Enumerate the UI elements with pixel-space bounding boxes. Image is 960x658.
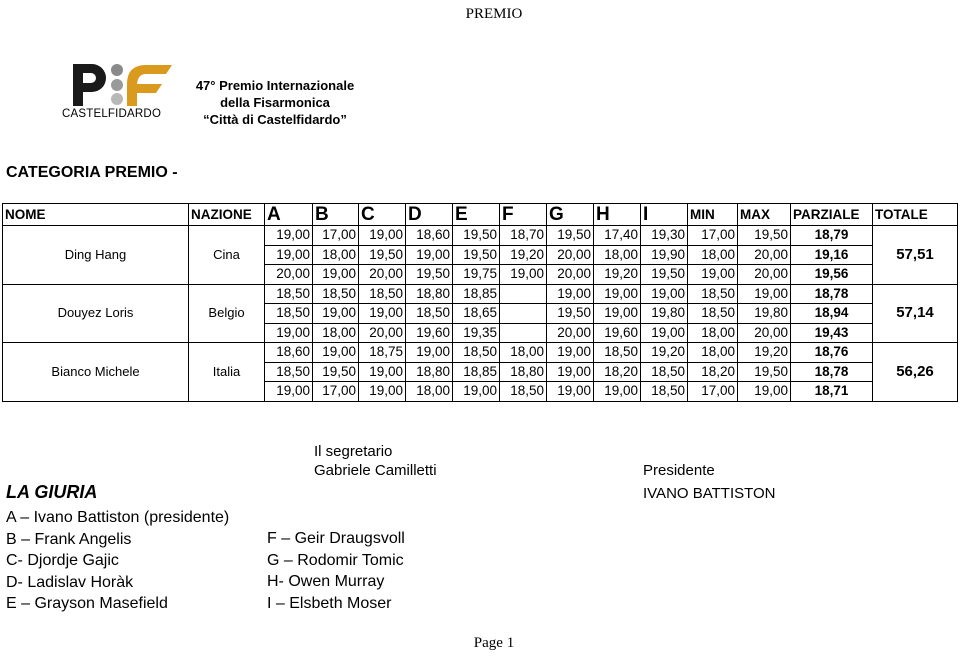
- score-cell: 19,20: [500, 245, 547, 265]
- score-cell: 18,80: [500, 362, 547, 382]
- scores-table: [2, 203, 958, 402]
- score-cell: 19,00: [547, 382, 594, 402]
- score-cell: 18,85: [453, 284, 500, 304]
- score-cell: 19,50: [738, 362, 791, 382]
- score-cell: 19,00: [547, 284, 594, 304]
- partial-score: 19,56: [791, 265, 873, 285]
- total-score: 56,26: [873, 343, 958, 402]
- score-cell: 19,00: [453, 382, 500, 402]
- score-cell: 19,35: [453, 323, 500, 343]
- score-cell: 19,50: [406, 265, 453, 285]
- score-cell: 19,00: [406, 343, 453, 363]
- column-header-g: G: [547, 204, 594, 226]
- category-title: CATEGORIA PREMIO -: [6, 164, 178, 181]
- jury-member: I – Elsbeth Moser: [267, 594, 392, 612]
- score-cell: 19,00: [265, 245, 313, 265]
- score-cell: 18,50: [313, 284, 359, 304]
- score-cell: 19,00: [688, 265, 738, 285]
- column-header-d: D: [406, 204, 453, 226]
- score-cell: 18,00: [594, 245, 641, 265]
- contestant-country: Cina: [189, 226, 265, 285]
- score-cell: 19,50: [547, 226, 594, 246]
- score-cell: 18,50: [265, 284, 313, 304]
- score-cell: 20,00: [359, 265, 406, 285]
- score-cell: 18,00: [688, 245, 738, 265]
- jury-member: B – Frank Angelis: [6, 530, 132, 548]
- contestant-country: Belgio: [189, 284, 265, 343]
- jury-member: A – Ivano Battiston (presidente): [6, 509, 230, 526]
- score-cell: 18,50: [265, 304, 313, 324]
- president-name: IVANO BATTISTON: [643, 485, 776, 502]
- contestant-name: Bianco Michele: [3, 343, 189, 402]
- score-cell: 20,00: [359, 323, 406, 343]
- score-cell: 19,20: [594, 265, 641, 285]
- score-cell: 19,20: [641, 343, 688, 363]
- score-cell: 19,00: [313, 304, 359, 324]
- score-cell: 19,00: [547, 362, 594, 382]
- column-header-max: MAX: [738, 204, 791, 226]
- partial-score: 18,76: [791, 343, 873, 363]
- table-row: [3, 226, 958, 246]
- page-header: PREMIO: [465, 6, 523, 22]
- jury-member: F – Geir Draugsvoll: [267, 530, 405, 547]
- score-cell: 18,00: [313, 323, 359, 343]
- score-cell: 20,00: [265, 265, 313, 285]
- score-cell: 19,00: [594, 284, 641, 304]
- table-row: [3, 343, 958, 363]
- score-cell: 19,00: [313, 343, 359, 363]
- score-cell: 18,20: [688, 362, 738, 382]
- partial-score: 19,16: [791, 245, 873, 265]
- score-cell: 20,00: [738, 323, 791, 343]
- score-cell: 19,00: [738, 382, 791, 402]
- score-cell: 18,85: [453, 362, 500, 382]
- score-cell: 19,00: [641, 284, 688, 304]
- score-cell: 18,70: [500, 226, 547, 246]
- secretary-role: Il segretario: [314, 443, 393, 460]
- jury-title: LA GIURIA: [6, 482, 98, 502]
- score-cell: 19,75: [453, 265, 500, 285]
- score-cell: [500, 304, 547, 324]
- score-cell: 19,50: [738, 226, 791, 246]
- partial-score: 18,94: [791, 304, 873, 324]
- score-cell: 19,50: [547, 304, 594, 324]
- total-score: 57,51: [873, 226, 958, 285]
- score-cell: 18,60: [265, 343, 313, 363]
- score-cell: 19,00: [313, 265, 359, 285]
- score-cell: 20,00: [547, 323, 594, 343]
- score-cell: 18,00: [688, 343, 738, 363]
- score-cell: 19,50: [359, 245, 406, 265]
- president-role: Presidente: [643, 462, 715, 479]
- score-cell: 19,60: [406, 323, 453, 343]
- partial-score: 18,78: [791, 362, 873, 382]
- partial-score: 19,43: [791, 323, 873, 343]
- score-cell: 18,00: [313, 245, 359, 265]
- partial-score: 18,78: [791, 284, 873, 304]
- column-header-a: A: [265, 204, 313, 226]
- score-cell: 19,00: [359, 304, 406, 324]
- score-cell: 18,50: [688, 304, 738, 324]
- score-cell: 17,40: [594, 226, 641, 246]
- score-cell: 18,50: [359, 284, 406, 304]
- jury-list-right: [267, 528, 405, 614]
- score-cell: 18,50: [688, 284, 738, 304]
- score-cell: 19,00: [547, 343, 594, 363]
- event-title-line: 47° Premio Internazionale: [195, 78, 355, 93]
- contestant-country: Italia: [189, 343, 265, 402]
- score-cell: 18,50: [594, 343, 641, 363]
- score-cell: 18,50: [641, 362, 688, 382]
- score-cell: 19,00: [265, 382, 313, 402]
- jury-member: E – Grayson Masefield: [6, 595, 168, 613]
- table-header-row: [3, 204, 958, 226]
- column-header-e: E: [453, 204, 500, 226]
- score-cell: 19,60: [594, 323, 641, 343]
- partial-score: 18,79: [791, 226, 873, 246]
- score-cell: 19,20: [738, 343, 791, 363]
- score-cell: 19,30: [641, 226, 688, 246]
- score-cell: 18,50: [641, 382, 688, 402]
- total-score: 57,14: [873, 284, 958, 343]
- score-cell: 19,00: [359, 382, 406, 402]
- score-cell: 19,00: [738, 284, 791, 304]
- column-header-nome: NOME: [3, 204, 189, 226]
- column-header-h: H: [594, 204, 641, 226]
- score-cell: 19,00: [594, 304, 641, 324]
- score-cell: 18,50: [453, 343, 500, 363]
- score-cell: 19,00: [359, 362, 406, 382]
- score-cell: 18,50: [500, 382, 547, 402]
- logo-text: CASTELFIDARDO: [62, 108, 162, 120]
- event-title-line: “Città di Castelfidardo”: [203, 112, 347, 127]
- column-header-c: C: [359, 204, 406, 226]
- event-title: [180, 77, 370, 128]
- jury-member: D- Ladislav Horàk: [6, 573, 134, 591]
- score-cell: 18,65: [453, 304, 500, 324]
- score-cell: 18,75: [359, 343, 406, 363]
- score-cell: 19,50: [641, 265, 688, 285]
- score-cell: 17,00: [688, 382, 738, 402]
- jury-list-left: [6, 507, 229, 615]
- score-cell: 18,20: [594, 362, 641, 382]
- jury-member: G – Rodomir Tomic: [267, 551, 404, 569]
- page-footer: Page 1: [473, 635, 515, 651]
- score-cell: 19,00: [265, 226, 313, 246]
- score-cell: 18,50: [406, 304, 453, 324]
- column-header-totale: TOTALE: [873, 204, 958, 226]
- score-cell: 18,60: [406, 226, 453, 246]
- score-cell: 19,00: [265, 323, 313, 343]
- score-cell: 20,00: [547, 265, 594, 285]
- score-cell: 19,00: [406, 245, 453, 265]
- score-cell: 18,00: [688, 323, 738, 343]
- score-cell: 18,80: [406, 284, 453, 304]
- contestant-name: Ding Hang: [3, 226, 189, 285]
- score-cell: 19,00: [641, 323, 688, 343]
- score-cell: 17,00: [313, 226, 359, 246]
- score-cell: [500, 284, 547, 304]
- column-header-f: F: [500, 204, 547, 226]
- score-cell: 19,80: [738, 304, 791, 324]
- score-cell: 18,00: [406, 382, 453, 402]
- column-header-nazione: NAZIONE: [189, 204, 265, 226]
- score-cell: 20,00: [738, 245, 791, 265]
- jury-member: C- Djordje Gajic: [6, 552, 119, 570]
- score-cell: 20,00: [738, 265, 791, 285]
- score-cell: 19,00: [500, 265, 547, 285]
- partial-score: 18,71: [791, 382, 873, 402]
- column-header-parziale: PARZIALE: [791, 204, 873, 226]
- column-header-i: I: [641, 204, 688, 226]
- contestant-name: Douyez Loris: [3, 284, 189, 343]
- event-title-line: della Fisarmonica: [220, 95, 330, 110]
- table-row: [3, 284, 958, 304]
- score-cell: 19,00: [359, 226, 406, 246]
- score-cell: 18,00: [500, 343, 547, 363]
- score-cell: 18,80: [406, 362, 453, 382]
- jury-member: H- Owen Murray: [267, 573, 385, 591]
- column-header-b: B: [313, 204, 359, 226]
- score-cell: 18,50: [265, 362, 313, 382]
- score-cell: 17,00: [313, 382, 359, 402]
- score-cell: 17,00: [688, 226, 738, 246]
- score-cell: 19,50: [453, 245, 500, 265]
- score-cell: 19,50: [313, 362, 359, 382]
- score-cell: 19,50: [453, 226, 500, 246]
- column-header-min: MIN: [688, 204, 738, 226]
- score-cell: 20,00: [547, 245, 594, 265]
- secretary-name: Gabriele Camilletti: [314, 462, 437, 479]
- score-cell: 19,00: [594, 382, 641, 402]
- score-cell: 19,90: [641, 245, 688, 265]
- score-cell: 19,80: [641, 304, 688, 324]
- score-cell: [500, 323, 547, 343]
